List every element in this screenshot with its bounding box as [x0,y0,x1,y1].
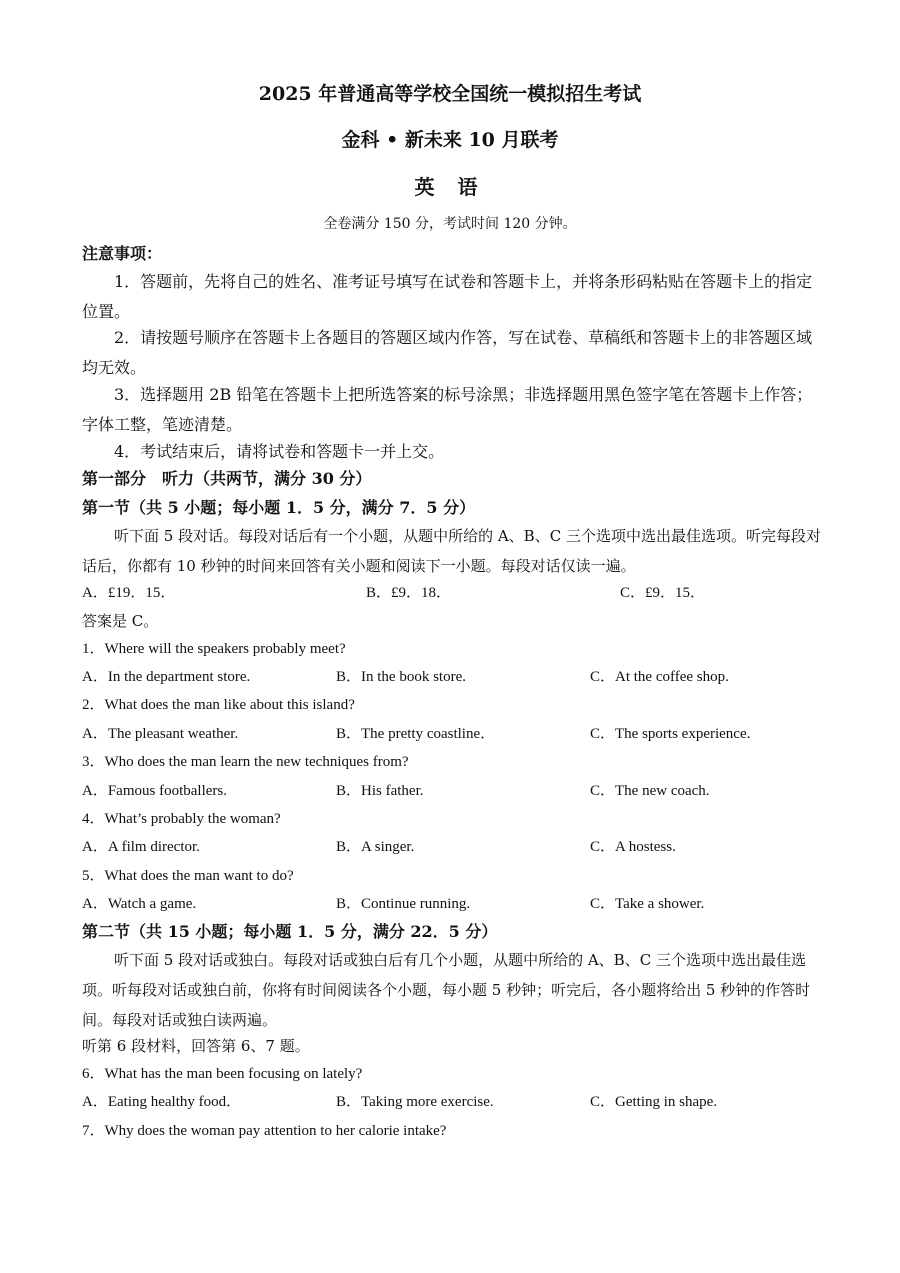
example-option-b: B．£9．18． [366,585,452,601]
q3-option-b: B．His father. [336,783,424,799]
example-answer: 答案是 C。 [82,612,159,630]
material-6-note: 听第 6 段材料，回答第 6、7 题。 [82,1037,310,1055]
q1-option-a: A．In the department store. [82,669,251,685]
example-option-a: A．£19．15． [82,585,176,601]
exam-subtitle: 金科 • 新未来 10 月联考 [341,129,559,151]
q3-option-c: C．The new coach. [590,783,710,799]
q6-option-b: B．Taking more exercise. [336,1094,494,1110]
question-2: 2．What does the man like about this island? [82,697,355,713]
q2-option-a: A．The pleasant weather. [82,726,239,742]
notice-heading: 注意事项： [82,244,163,263]
question-3: 3．Who does the man learn the new techniques from? [82,754,409,770]
section2-heading: 第二节（共 15 小题；每小题 1．5 分，满分 22．5 分） [82,922,498,941]
q3-option-a: A．Famous footballers. [82,783,227,799]
score-info: 全卷满分 150 分，考试时间 120 分钟。 [323,216,577,232]
q5-option-a: A．Watch a game. [82,896,197,912]
question-7: 7．Why does the woman pay attention to her calorie intake? [82,1123,447,1139]
q4-option-a: A．A film director. [82,839,200,855]
notice-item-3: 3．选择题用 2B 铅笔在答题卡上把所选答案的标号涂黑；非选择题用黑色签字笔在答题卡上作答；字体工整，笔迹清楚。 [82,385,813,434]
notice-item-4: 4．考试结束后，请将试卷和答题卡一并上交。 [114,442,445,461]
q6-option-a: A．Eating healthy food． [82,1094,242,1110]
notice-item-1: 1．答题前，先将自己的姓名、准考证号填写在试卷和答题卡上，并将条形码粘贴在答题卡上的指定位置。 [82,272,813,321]
q6-option-c: C．Getting in shape. [590,1094,718,1110]
question-1: 1．Where will the speakers probably meet? [82,641,346,657]
q4-option-b: B．A singer. [336,839,415,855]
section1-heading: 第一节（共 5 小题；每小题 1．5 分，满分 7．5 分） [82,498,476,517]
q5-option-c: C．Take a shower. [590,896,705,912]
part1-heading: 第一部分 听力（共两节，满分 30 分） [82,469,372,488]
q1-option-b: B．In the book store. [336,669,466,685]
question-5: 5．What does the man want to do? [82,868,294,884]
notice-item-2: 2．请按题号顺序在答题卡上各题目的答题区域内作答，写在试卷、草稿纸和答题卡上的非答题区域均无效。 [82,328,813,377]
subject-title: 英 语 [414,175,486,199]
example-option-c: C．£9．15． [620,585,706,601]
q4-option-c: C．A hostess. [590,839,676,855]
q1-option-c: C．At the coffee shop. [590,669,729,685]
q2-option-b: B．The pretty coastline． [336,726,496,742]
question-4: 4．What’s probably the woman? [82,811,281,827]
section1-instructions: 听下面 5 段对话。每段对话后有一个小题，从题中所给的 A、B、C 三个选项中选出最佳选项。听完每段对话后，你都有 10 秒钟的时间来回答有关小题和阅读下一小题。每段对话仅读一遍。 [82,527,821,575]
exam-title: 2025 年普通高等学校全国统一模拟招生考试 [258,83,642,105]
question-6: 6．What has the man been focusing on lately? [82,1066,363,1082]
section2-instructions: 听下面 5 段对话或独白。每段对话或独白后有几个小题，从题中所给的 A、B、C 三个选项中选出最佳选项。听每段对话或独白前，你将有时间阅读各个小题，每小题 5 秒钟；听完后，各小题将给出 5 秒钟的作答时间。每段对话或独白读两遍。 [82,951,811,1029]
q2-option-c: C．The sports experience. [590,726,751,742]
q5-option-b: B．Continue running. [336,896,471,912]
